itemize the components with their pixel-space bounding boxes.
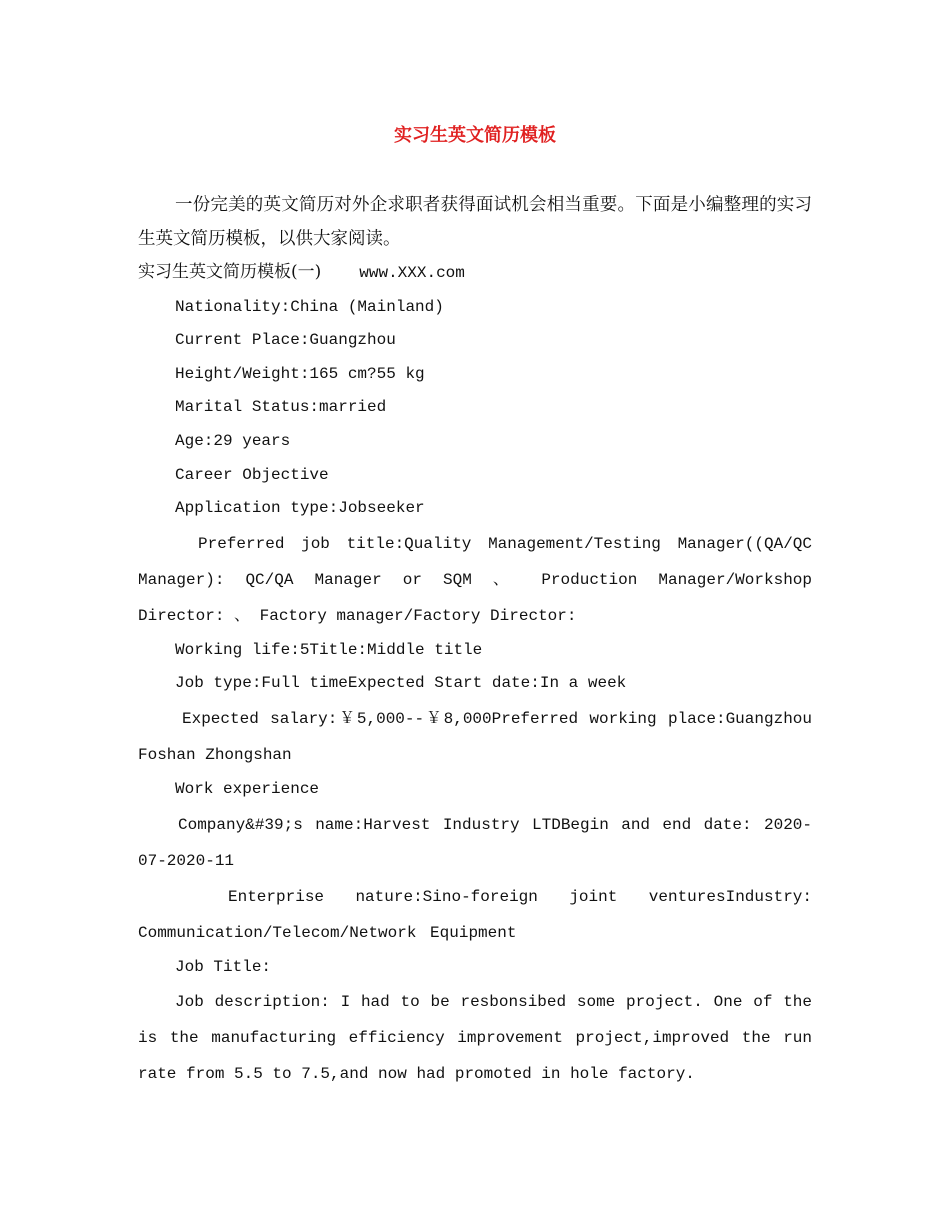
- site-link: www.XXX.com: [359, 264, 465, 282]
- document-title: 实习生英文简历模板: [394, 125, 556, 146]
- marital-status-line: Marital Status:married: [175, 398, 387, 417]
- current-place-line: Current Place:Guangzhou: [175, 331, 396, 350]
- age-line: Age:29 years: [175, 431, 291, 450]
- section-heading: 实习生英文简历模板(一): [138, 262, 322, 282]
- company-name-paragraph: Company&#39;s name:Harvest Industry LTDBegin and end date: 2020-07-2020-11: [138, 815, 812, 870]
- work-experience-heading: Work experience: [175, 779, 320, 798]
- height-weight-line: Height/Weight:165 cm?55 kg: [175, 364, 425, 383]
- intro-paragraph: 一份完美的英文简历对外企求职者获得面试机会相当重要。下面是小编整理的实习生英文简历模板，以供大家阅读。: [138, 195, 812, 249]
- expected-salary-paragraph: Expected salary:￥5,000--￥8,000Preferred working place:Guangzhou Foshan Zhongshan: [138, 709, 812, 764]
- section-heading-line: [138, 256, 812, 291]
- working-life-line: Working life:5Title:Middle title: [175, 640, 483, 659]
- document-body: [138, 188, 812, 1092]
- enterprise-nature-paragraph: Enterprise nature:Sino-foreign joint venturesIndustry: Communication/Telecom/Network Equipment: [138, 887, 812, 942]
- job-title-line: Job Title:: [175, 957, 272, 976]
- application-type-line: Application type:Jobseeker: [175, 499, 425, 518]
- preferred-job-title-paragraph: Preferred job title:Quality Management/Testing Manager((QA/QC Manager): QC/QA Manager or SQM 、 Production Manager/Workshop Director: 、 Factory manager/Factory Director:: [138, 534, 812, 625]
- career-objective-heading: Career Objective: [175, 465, 329, 484]
- job-description-paragraph: Job description: I had to be resbonsibed some project. One of the is the manufacturing efficiency improvement project,improved the run rate from 5.5 to 7.5,and now had promoted in hole factory.: [138, 993, 812, 1084]
- job-type-line: Job type:Full timeExpected Start date:In a week: [175, 674, 627, 693]
- nationality-line: Nationality:China (Mainland): [175, 297, 444, 316]
